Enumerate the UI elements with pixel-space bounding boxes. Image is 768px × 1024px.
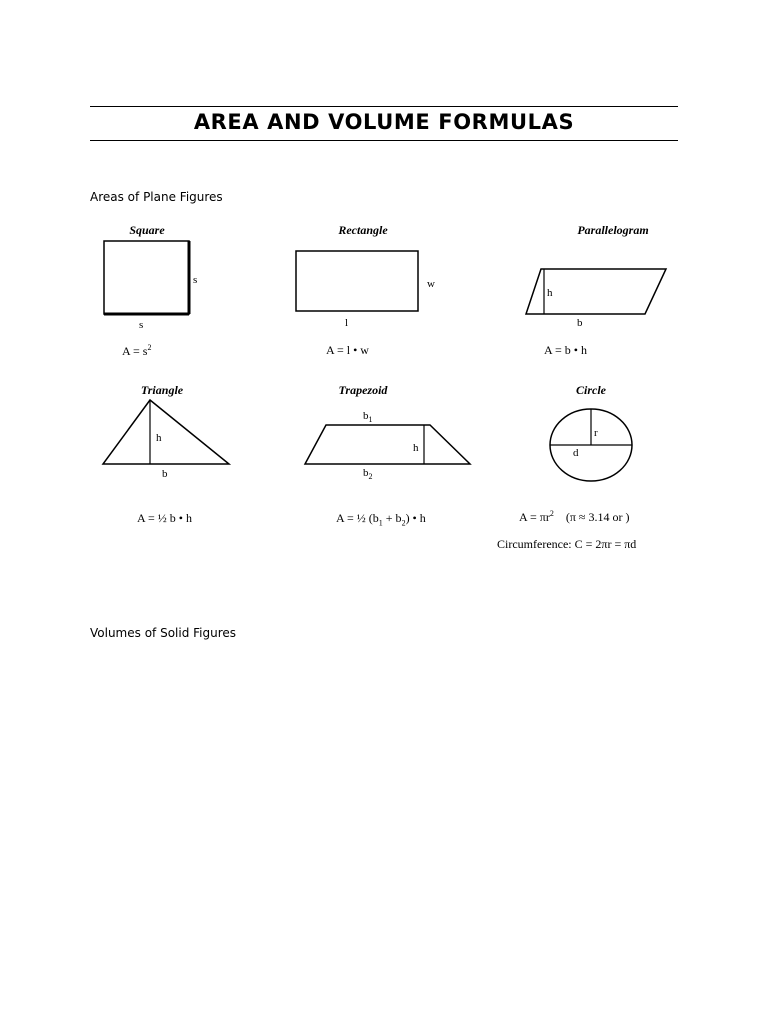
parallelogram-height-label: h [547, 287, 553, 299]
circle-area-formula [519, 509, 629, 525]
trapezoid-top-label: $b_1$ [363, 410, 373, 424]
triangle-title: Triangle [140, 383, 184, 397]
square-side-label: s [193, 274, 198, 286]
trapezoid-formula [336, 511, 426, 527]
trapezoid-bottom-label: $b_2$ [363, 467, 373, 481]
trapezoid-formula-part: A = ½ (b [336, 511, 379, 525]
square-title: Square [129, 223, 165, 237]
circle-diameter-label: d [573, 447, 579, 459]
trapezoid-formula-sub2: 2 [401, 518, 406, 528]
square-formula-text: A = s [122, 344, 148, 358]
circle-circumference-formula: Circumference: C = 2πr = πd [497, 537, 637, 551]
parallelogram-bottom-label: b [577, 317, 583, 329]
rectangle-side-label: w [427, 278, 435, 290]
triangle-bottom-label: b [162, 468, 168, 480]
triangle-shape [103, 400, 229, 464]
parallelogram-formula: A = b • h [544, 343, 587, 357]
square-formula-exponent: 2 [147, 343, 152, 352]
rectangle-formula: A = l • w [326, 343, 369, 357]
trapezoid-shape [305, 425, 470, 464]
section-heading-areas: Areas of Plane Figures [90, 190, 223, 204]
rectangle-title: Rectangle [338, 223, 388, 237]
triangle-height-label: h [156, 432, 162, 444]
trapezoid-title: Trapezoid [338, 383, 388, 397]
square-formula [122, 343, 151, 359]
trapezoid-height-label: h [413, 442, 419, 454]
circle-formula-text: A = πr [519, 510, 550, 524]
circle-pi-note: (π ≈ 3.14 or ) [565, 510, 630, 524]
square-bottom-label: s [139, 319, 144, 331]
rectangle-shape [296, 251, 418, 311]
document-title: AREA AND VOLUME FORMULAS [193, 110, 575, 134]
circle-title: Circle [576, 383, 606, 397]
parallelogram-title: Parallelogram [577, 223, 649, 237]
circle-radius-label: r [594, 427, 598, 439]
square-shape [104, 241, 189, 314]
circle-formula-exponent: 2 [549, 509, 554, 518]
section-heading-volumes: Volumes of Solid Figures [90, 626, 237, 640]
trapezoid-formula-part: ) • h [405, 511, 426, 525]
triangle-formula: A = ½ b • h [137, 511, 192, 525]
trapezoid-formula-part: + b [382, 511, 402, 525]
rectangle-bottom-label: l [345, 317, 349, 329]
trapezoid-formula-sub1: 1 [378, 518, 383, 528]
